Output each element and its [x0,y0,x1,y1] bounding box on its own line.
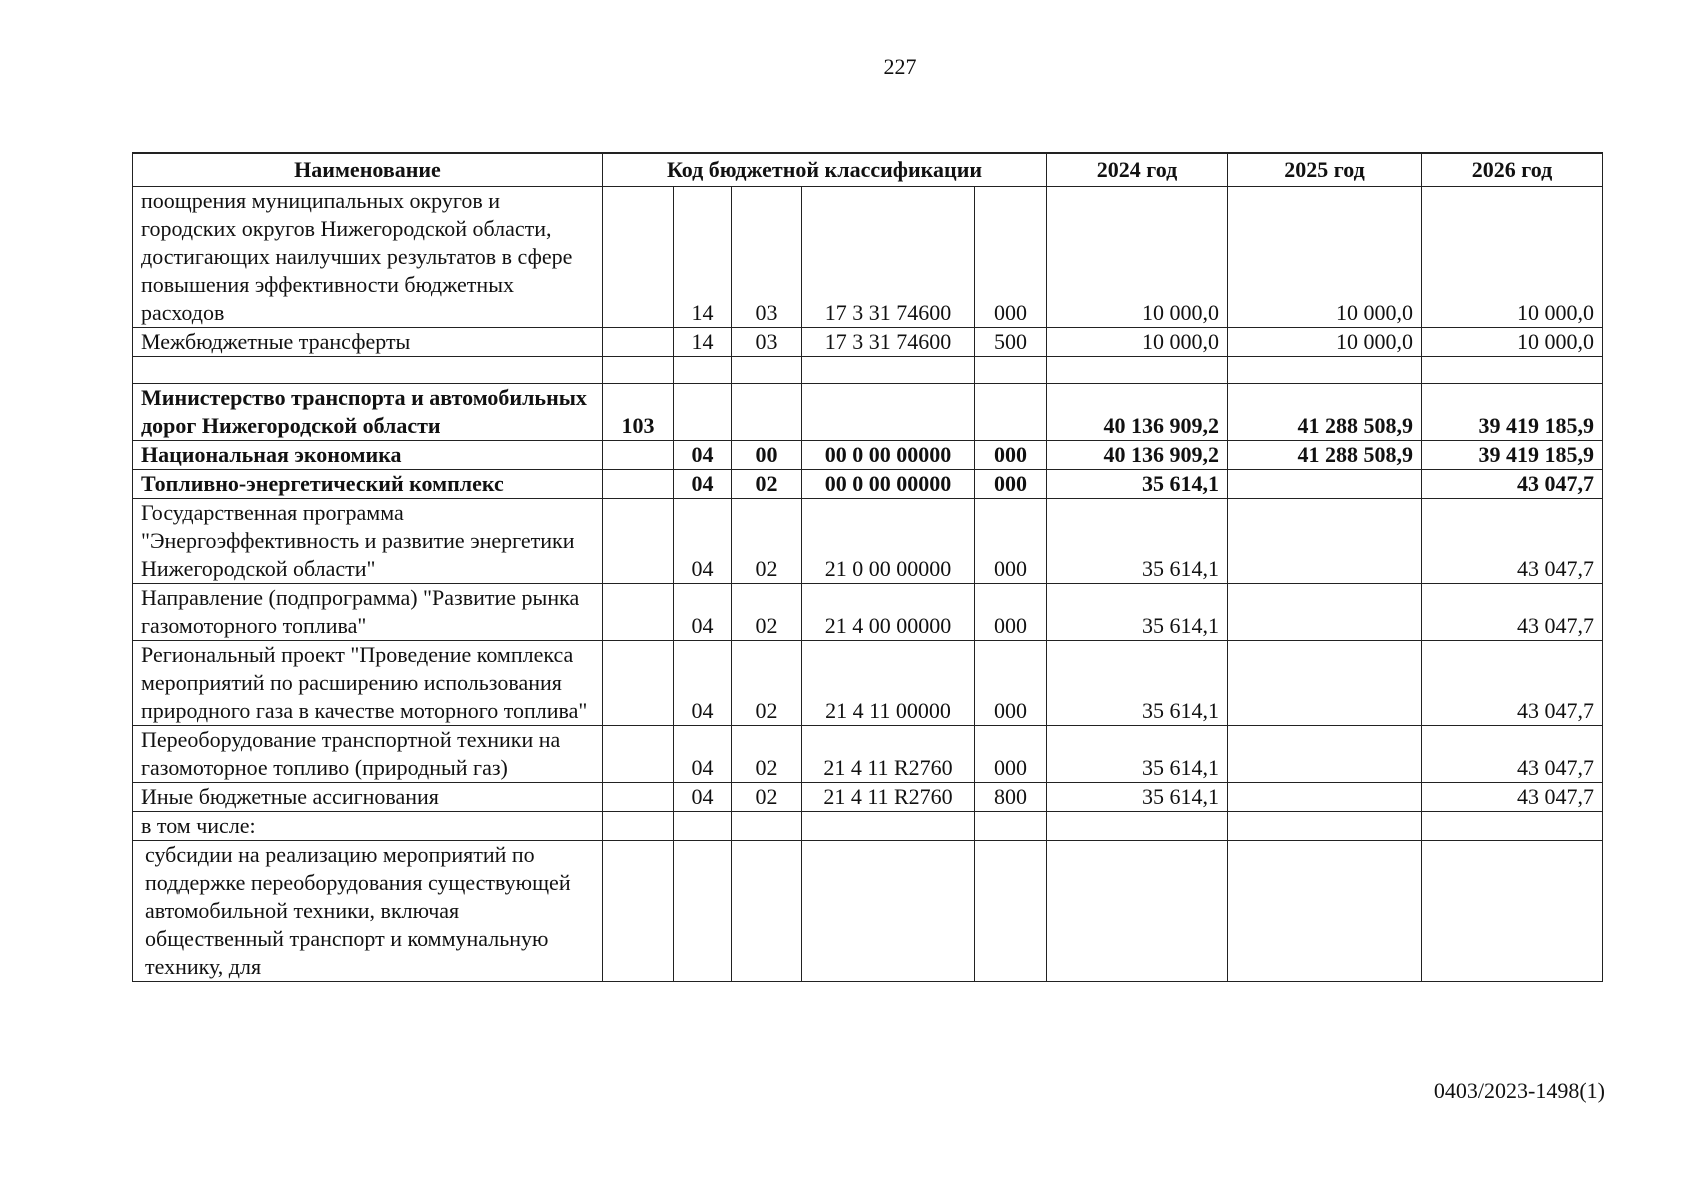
code-section: 04 [674,783,732,812]
row-name: Переоборудование транспортной техники на газомоторное топливо (природный газ) [133,726,603,783]
code-section [674,841,732,982]
code-target [802,812,975,841]
table-row [133,384,1603,441]
value-2026: 39 419 185,9 [1422,384,1603,441]
code-ministry [603,187,674,328]
code-section [674,357,732,384]
value-2024 [1047,357,1228,384]
code-section: 04 [674,584,732,641]
code-expense-type [975,812,1047,841]
value-2026: 43 047,7 [1422,726,1603,783]
code-ministry [603,499,674,584]
code-target: 17 3 31 74600 [802,328,975,357]
value-2026: 10 000,0 [1422,328,1603,357]
code-expense-type: 000 [975,499,1047,584]
row-name: Министерство транспорта и автомобильных дорог Нижегородской области [133,384,603,441]
header-name: Наименование [133,153,603,187]
code-expense-type: 000 [975,441,1047,470]
value-2024: 35 614,1 [1047,641,1228,726]
value-2024: 40 136 909,2 [1047,441,1228,470]
code-expense-type: 500 [975,328,1047,357]
code-target: 21 0 00 00000 [802,499,975,584]
code-section: 14 [674,187,732,328]
header-2024: 2024 год [1047,153,1228,187]
value-2025: 10 000,0 [1228,328,1422,357]
value-2025: 10 000,0 [1228,187,1422,328]
code-ministry [603,328,674,357]
code-ministry [603,441,674,470]
page-number: 227 [883,54,917,79]
code-expense-type: 000 [975,641,1047,726]
code-ministry [603,783,674,812]
code-expense-type: 000 [975,584,1047,641]
value-2024: 40 136 909,2 [1047,384,1228,441]
value-2024: 10 000,0 [1047,328,1228,357]
document-code: 0403/2023-1498(1) [1433,1078,1605,1103]
code-expense-type [975,384,1047,441]
row-name: поощрения муниципальных округов и городских округов Нижегородской области, достигающих наилучших результатов в сфере повышения эффективности бюджетных расходов [133,187,603,328]
code-subsection: 02 [732,470,802,499]
code-section [674,384,732,441]
value-2025: 41 288 508,9 [1228,384,1422,441]
code-ministry [603,841,674,982]
code-subsection [732,357,802,384]
code-subsection [732,384,802,441]
table-row [133,641,1603,726]
code-section: 04 [674,470,732,499]
table-header-row [133,153,1603,187]
table-row [133,470,1603,499]
code-target: 21 4 11 R2760 [802,726,975,783]
code-ministry [603,812,674,841]
table-row [133,841,1603,982]
code-target: 21 4 00 00000 [802,584,975,641]
code-ministry [603,584,674,641]
table-row [133,441,1603,470]
value-2025 [1228,584,1422,641]
code-subsection: 03 [732,187,802,328]
code-section: 14 [674,328,732,357]
table-row [133,812,1603,841]
value-2026: 43 047,7 [1422,470,1603,499]
value-2026 [1422,841,1603,982]
table-row [133,584,1603,641]
table-row [133,187,1603,328]
value-2025 [1228,783,1422,812]
value-2025 [1228,499,1422,584]
code-subsection: 02 [732,584,802,641]
code-subsection: 02 [732,726,802,783]
value-2024: 35 614,1 [1047,470,1228,499]
value-2024: 35 614,1 [1047,584,1228,641]
table-row-empty [133,357,1603,384]
row-name: в том числе: [133,812,603,841]
value-2025 [1228,357,1422,384]
header-code: Код бюджетной классификации [603,153,1047,187]
row-name [133,357,603,384]
row-name: Национальная экономика [133,441,603,470]
table-row [133,499,1603,584]
value-2026: 43 047,7 [1422,584,1603,641]
row-name: Иные бюджетные ассигнования [133,783,603,812]
value-2024 [1047,812,1228,841]
value-2025 [1228,641,1422,726]
code-expense-type: 000 [975,470,1047,499]
code-ministry: 103 [603,384,674,441]
row-name: Межбюджетные трансферты [133,328,603,357]
value-2026: 43 047,7 [1422,641,1603,726]
code-expense-type [975,841,1047,982]
code-subsection: 03 [732,328,802,357]
code-ministry [603,357,674,384]
table-row [133,726,1603,783]
value-2026: 10 000,0 [1422,187,1603,328]
row-name: Государственная программа "Энергоэффективность и развитие энергетики Нижегородской области" [133,499,603,584]
value-2024: 35 614,1 [1047,499,1228,584]
code-section: 04 [674,641,732,726]
value-2025 [1228,841,1422,982]
code-target: 00 0 00 00000 [802,470,975,499]
code-subsection: 02 [732,783,802,812]
code-target [802,384,975,441]
code-expense-type: 000 [975,187,1047,328]
code-target: 17 3 31 74600 [802,187,975,328]
code-subsection: 02 [732,499,802,584]
value-2024 [1047,841,1228,982]
value-2026: 39 419 185,9 [1422,441,1603,470]
code-subsection [732,812,802,841]
code-ministry [603,726,674,783]
code-section: 04 [674,499,732,584]
code-target: 21 4 11 R2760 [802,783,975,812]
value-2024: 35 614,1 [1047,783,1228,812]
code-ministry [603,470,674,499]
code-subsection [732,841,802,982]
code-expense-type: 000 [975,726,1047,783]
code-subsection: 02 [732,641,802,726]
code-expense-type [975,357,1047,384]
table-row [133,328,1603,357]
code-target: 00 0 00 00000 [802,441,975,470]
row-name: субсидии на реализацию мероприятий по поддержке переоборудования существующей автомобильной техники, включая общественный транспорт и коммунальную технику, для [133,841,603,982]
row-name: Топливно-энергетический комплекс [133,470,603,499]
value-2026 [1422,357,1603,384]
code-ministry [603,641,674,726]
value-2024: 10 000,0 [1047,187,1228,328]
value-2025 [1228,812,1422,841]
value-2026 [1422,812,1603,841]
code-target [802,841,975,982]
value-2025 [1228,726,1422,783]
code-target [802,357,975,384]
code-section: 04 [674,726,732,783]
code-section: 04 [674,441,732,470]
row-name: Региональный проект "Проведение комплекса мероприятий по расширению использования природного газа в качестве моторного топлива" [133,641,603,726]
value-2025 [1228,470,1422,499]
value-2025: 41 288 508,9 [1228,441,1422,470]
code-target: 21 4 11 00000 [802,641,975,726]
header-2025: 2025 год [1228,153,1422,187]
value-2024: 35 614,1 [1047,726,1228,783]
budget-table [132,152,1603,982]
code-subsection: 00 [732,441,802,470]
value-2026: 43 047,7 [1422,499,1603,584]
value-2026: 43 047,7 [1422,783,1603,812]
row-name: Направление (подпрограмма) "Развитие рынка газомоторного топлива" [133,584,603,641]
header-2026: 2026 год [1422,153,1603,187]
table-row [133,783,1603,812]
code-section [674,812,732,841]
code-expense-type: 800 [975,783,1047,812]
